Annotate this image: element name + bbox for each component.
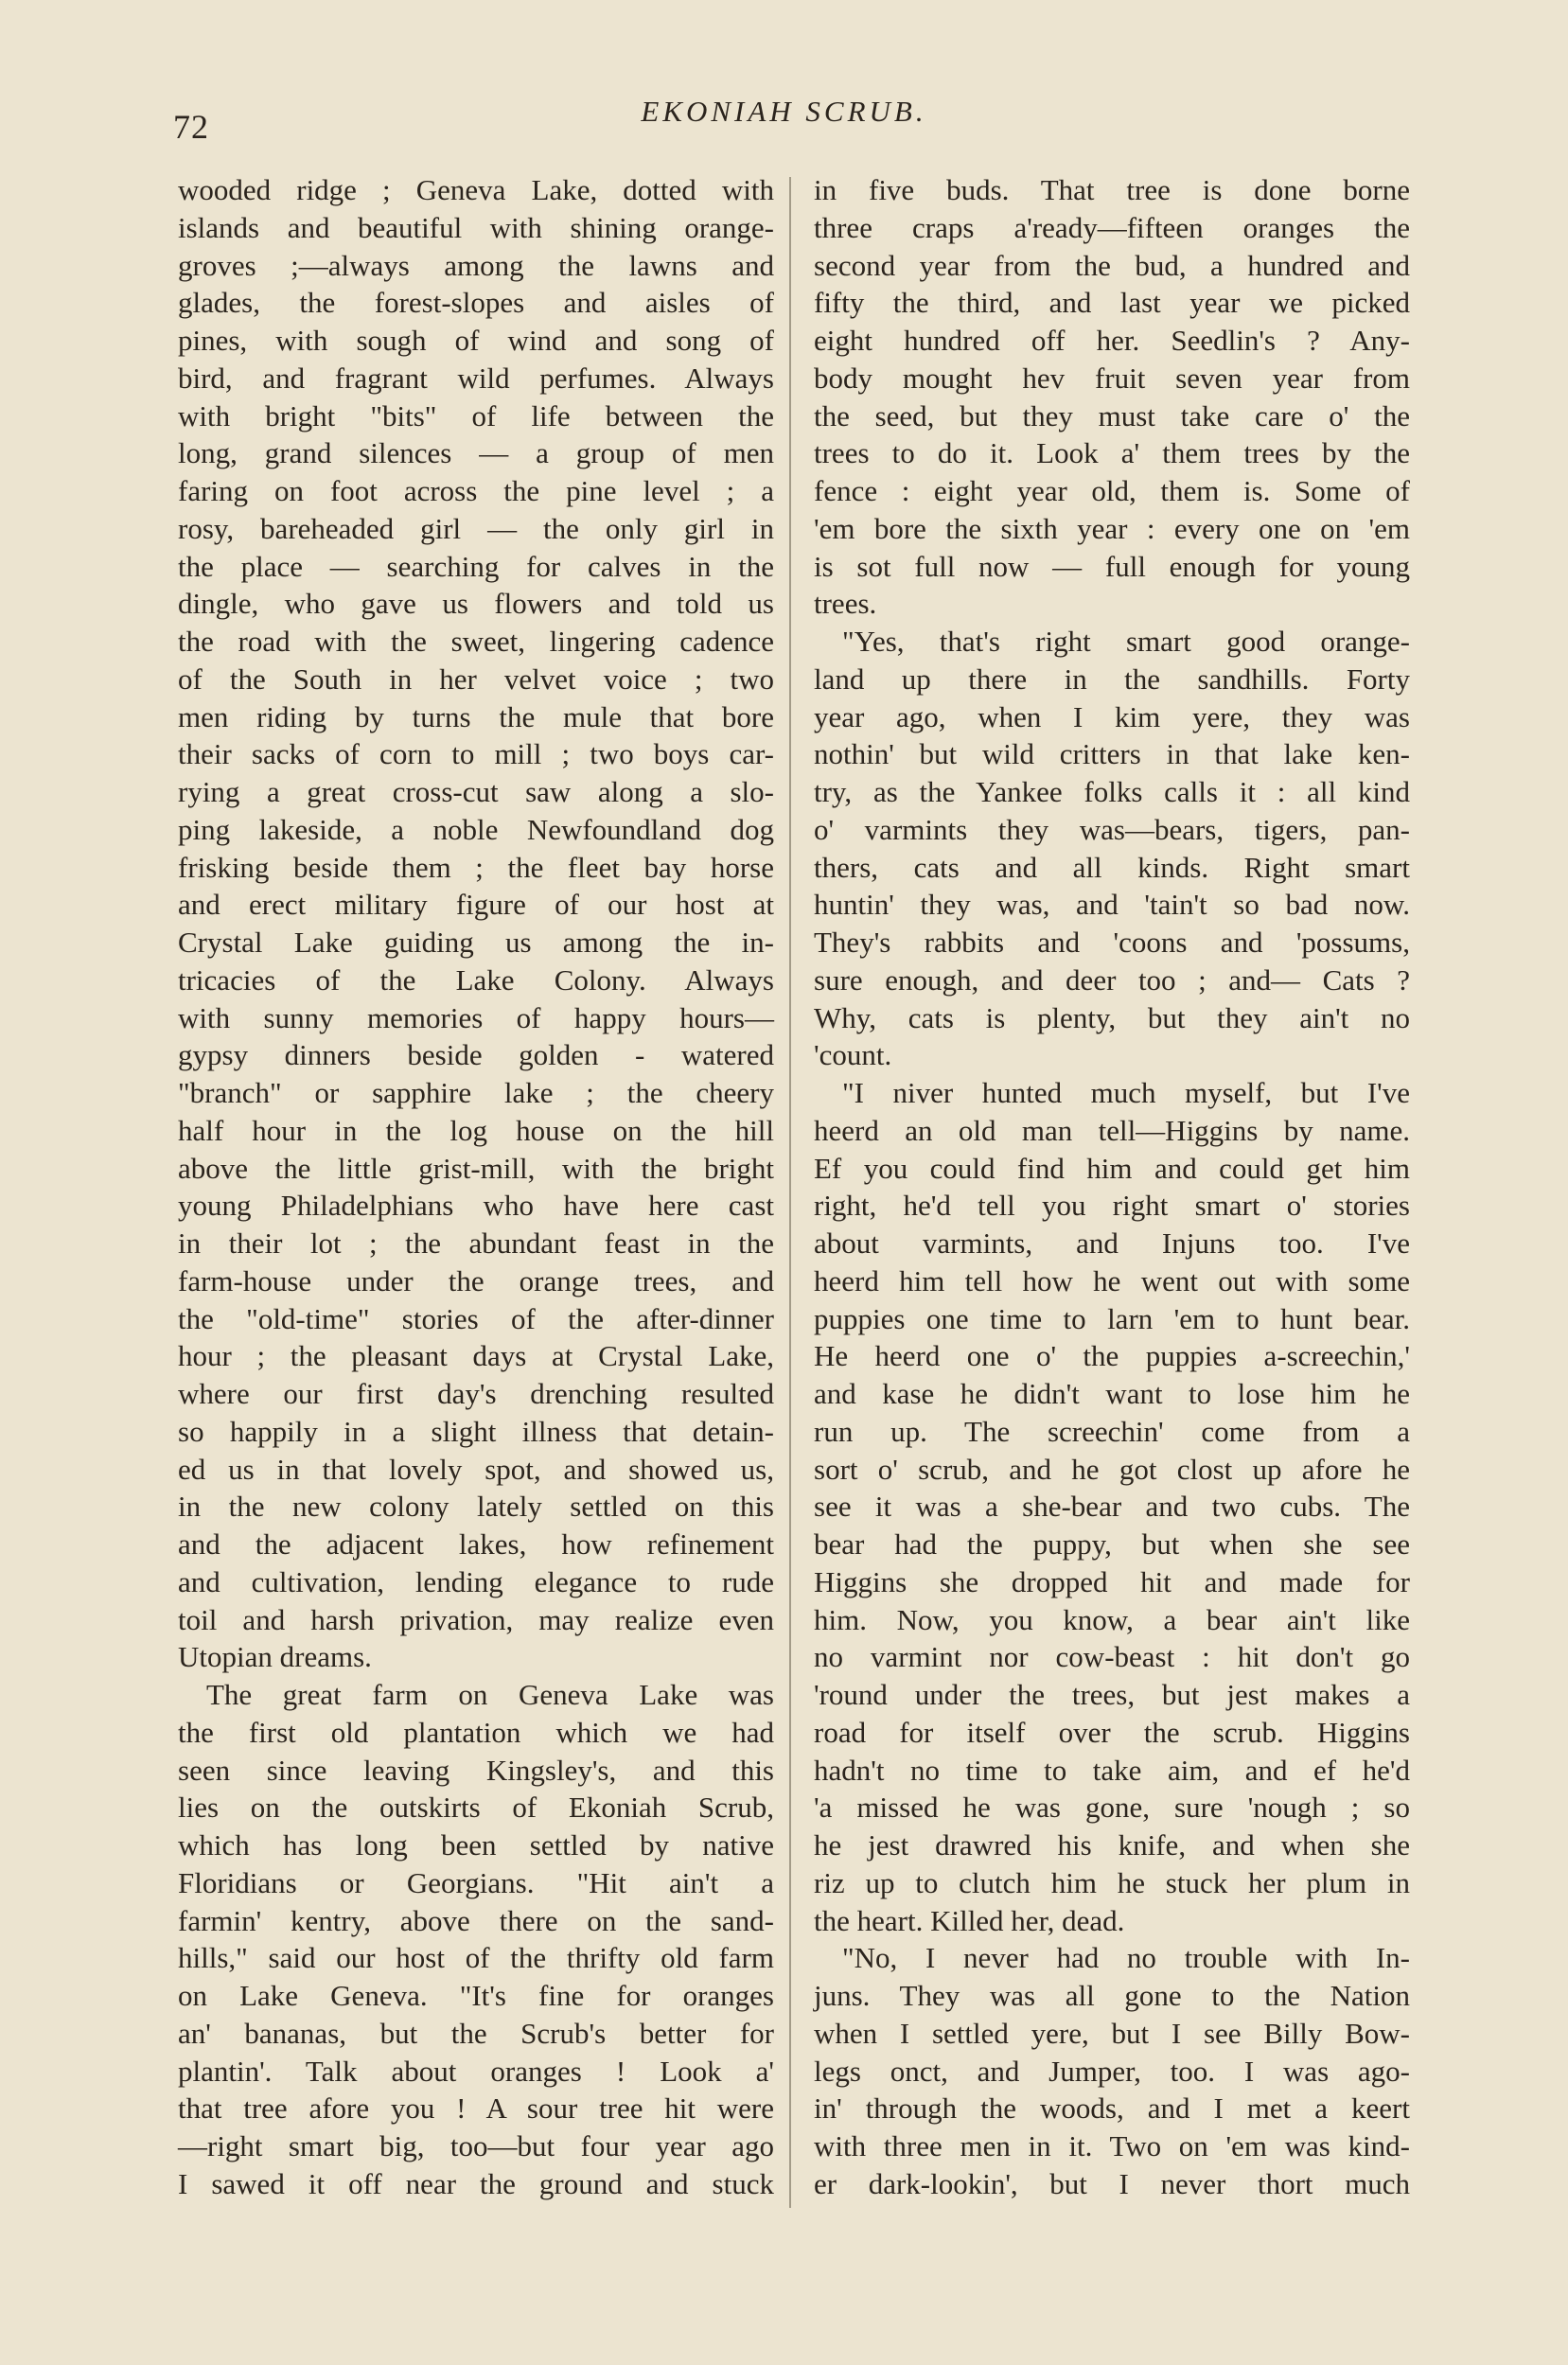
text-line: thers, cats and all kinds. Right smart: [814, 850, 1410, 884]
text-line: about varmints, and Injuns too. I've: [814, 1227, 1410, 1260]
text-line: right, he'd tell you right smart o' stories: [814, 1189, 1410, 1223]
text-line: body mought hev fruit seven year from: [814, 361, 1410, 395]
text-line: see it was a she-bear and two cubs. The: [814, 1490, 1410, 1524]
text-line: long, grand silences — a group of men: [178, 436, 774, 470]
text-line: in their lot ; the abundant feast in the: [178, 1227, 774, 1260]
text-line: which has long been settled by native: [178, 1828, 774, 1862]
text-line: groves ;—always among the lawns and: [178, 248, 774, 282]
text-line: riz up to clutch him he stuck her plum in: [814, 1865, 1410, 1899]
text-line: glades, the forest-slopes and aisles of: [178, 286, 774, 320]
text-line: fence : eight year old, them is. Some of: [814, 474, 1410, 507]
text-line: road for itself over the scrub. Higgins: [814, 1715, 1410, 1749]
text-line: sort o' scrub, and he got clost up afore he: [814, 1452, 1410, 1486]
text-line: the seed, but they must take care o' the: [814, 398, 1410, 432]
text-line: 'round under the trees, but jest makes a: [814, 1678, 1410, 1711]
text-line: and the adjacent lakes, how refinement: [178, 1527, 774, 1561]
text-line: The great farm on Geneva Lake was: [206, 1678, 774, 1711]
text-line: 'a missed he was gone, sure 'nough ; so: [814, 1791, 1410, 1825]
left-column: [178, 171, 774, 2203]
text-line: dingle, who gave us flowers and told us: [178, 587, 774, 621]
text-line: where our first day's drenching resulted: [178, 1377, 774, 1410]
text-line: of the South in her velvet voice ; two: [178, 662, 774, 696]
right-column: [814, 171, 1410, 2203]
text-line: ping lakeside, a noble Newfoundland dog: [178, 812, 774, 846]
text-line: legs onct, and Jumper, too. I was ago-: [814, 2054, 1410, 2088]
text-line: sure enough, and deer too ; and— Cats ?: [814, 962, 1410, 997]
text-line: puppies one time to larn 'em to hunt bear.: [814, 1301, 1410, 1335]
text-line: hour ; the pleasant days at Crystal Lake,: [178, 1339, 774, 1373]
text-line: second year from the bud, a hundred and: [814, 248, 1410, 282]
text-line: They's rabbits and 'coons and 'possums,: [814, 926, 1410, 959]
text-line: and kase he didn't want to lose him he: [814, 1377, 1410, 1410]
text-line: the heart. Killed her, dead.: [814, 1903, 1125, 1937]
text-line: o' varmints they was—bears, tigers, pan-: [814, 812, 1410, 846]
text-line: eight hundred off her. Seedlin's ? Any-: [814, 324, 1410, 357]
text-line: Utopian dreams.: [178, 1640, 372, 1674]
text-line: faring on foot across the pine level ; a: [178, 474, 774, 507]
text-line: rying a great cross-cut saw along a slo-: [178, 775, 774, 808]
text-line: young Philadelphians who have here cast: [178, 1189, 774, 1223]
text-line: heerd an old man tell—Higgins by name.: [814, 1113, 1410, 1147]
text-line: trees to do it. Look a' them trees by the: [814, 436, 1410, 470]
text-line: men riding by turns the mule that bore: [178, 699, 774, 733]
text-line: ed us in that lovely spot, and showed us,: [178, 1452, 774, 1486]
text-line: farm-house under the orange trees, and: [178, 1263, 774, 1297]
text-line: and cultivation, lending elegance to rude: [178, 1564, 774, 1598]
text-line: frisking beside them ; the fleet bay horse: [178, 850, 774, 884]
text-line: in the new colony lately settled on this: [178, 1490, 774, 1524]
text-line: fifty the third, and last year we picked: [814, 286, 1410, 320]
text-line: that tree afore you ! A sour tree hit were: [178, 2091, 774, 2126]
text-line: —right smart big, too—but four year ago: [178, 2129, 774, 2162]
text-line: "Yes, that's right smart good orange-: [842, 625, 1410, 658]
running-head: EKONIAH SCRUB.: [641, 95, 927, 128]
text-line: I sawed it off near the ground and stuck: [178, 2166, 774, 2200]
text-line: no varmint nor cow-beast : hit don't go: [814, 1640, 1410, 1674]
text-line: with bright "bits" of life between the: [178, 398, 774, 432]
text-line: huntin' they was, and 'tain't so bad now.: [814, 888, 1410, 922]
text-line: er dark-lookin', but I never thort much: [814, 2166, 1410, 2200]
text-line: him. Now, you know, a bear ain't like: [814, 1602, 1410, 1636]
text-line: Why, cats is plenty, but they ain't no: [814, 1000, 1410, 1034]
text-line: bear had the puppy, but when she see: [814, 1527, 1410, 1561]
text-line: so happily in a slight illness that detain-: [178, 1414, 774, 1448]
text-line: lies on the outskirts of Ekoniah Scrub,: [178, 1791, 774, 1825]
text-line: Higgins she dropped hit and made for: [814, 1564, 1410, 1598]
text-line: an' bananas, but the Scrub's better for: [178, 2016, 774, 2050]
text-line: with three men in it. Two on 'em was kind-: [814, 2129, 1410, 2162]
text-line: the "old-time" stories of the after-dinner: [178, 1301, 774, 1335]
text-line: hadn't no time to take aim, and ef he'd: [814, 1753, 1410, 1787]
text-line: their sacks of corn to mill ; two boys car-: [178, 737, 774, 771]
text-line: three craps a'ready—fifteen oranges the: [814, 210, 1410, 244]
text-line: heerd him tell how he went out with some: [814, 1263, 1410, 1297]
text-line: and erect military figure of our host at: [178, 888, 774, 922]
text-line: He heerd one o' the puppies a-screechin,': [814, 1339, 1410, 1373]
text-line: Crystal Lake guiding us among the in-: [178, 926, 774, 959]
text-line: juns. They was all gone to the Nation: [814, 1979, 1410, 2012]
text-line: 'em bore the sixth year : every one on 'em: [814, 511, 1410, 545]
text-line: he jest drawred his knife, and when she: [814, 1828, 1410, 1862]
text-line: gypsy dinners beside golden - watered: [178, 1038, 774, 1072]
text-line: is sot full now — full enough for young: [814, 549, 1410, 583]
text-line: 'count.: [814, 1038, 892, 1072]
text-line: "No, I never had no trouble with In-: [842, 1941, 1410, 1975]
text-line: toil and harsh privation, may realize even: [178, 1602, 774, 1636]
text-line: year ago, when I kim yere, they was: [814, 699, 1410, 733]
text-line: above the little grist-mill, with the bright: [178, 1151, 774, 1185]
text-line: "I niver hunted much myself, but I've: [842, 1076, 1410, 1109]
text-line: "branch" or sapphire lake ; the cheery: [178, 1076, 774, 1109]
text-line: plantin'. Talk about oranges ! Look a': [178, 2054, 774, 2088]
text-line: trees.: [814, 587, 877, 621]
page-number: 72: [173, 108, 209, 146]
text-line: farmin' kentry, above there on the sand-: [178, 1903, 774, 1937]
text-line: in' through the woods, and I met a keert: [814, 2091, 1410, 2126]
text-line: Ef you could find him and could get him: [814, 1151, 1410, 1185]
text-line: seen since leaving Kingsley's, and this: [178, 1753, 774, 1787]
text-line: islands and beautiful with shining orange-: [178, 210, 774, 244]
text-line: wooded ridge ; Geneva Lake, dotted with: [178, 173, 774, 206]
text-line: the first old plantation which we had: [178, 1715, 774, 1749]
text-line: the place — searching for calves in the: [178, 549, 774, 583]
text-line: pines, with sough of wind and song of: [178, 324, 774, 357]
text-line: the road with the sweet, lingering cadence: [178, 625, 774, 658]
text-line: on Lake Geneva. "It's fine for oranges: [178, 1979, 774, 2012]
text-line: try, as the Yankee folks calls it : all kind: [814, 775, 1410, 808]
text-line: rosy, bareheaded girl — the only girl in: [178, 511, 774, 545]
column-rule: [789, 177, 791, 2208]
text-line: tricacies of the Lake Colony. Always: [178, 962, 774, 997]
text-line: run up. The screechin' come from a: [814, 1414, 1410, 1448]
text-line: in five buds. That tree is done borne: [814, 173, 1410, 206]
text-line: with sunny memories of happy hours—: [178, 1000, 774, 1034]
text-line: nothin' but wild critters in that lake ken-: [814, 737, 1410, 771]
text-line: bird, and fragrant wild perfumes. Always: [178, 361, 774, 395]
text-line: when I settled yere, but I see Billy Bow-: [814, 2016, 1410, 2050]
text-line: hills," said our host of the thrifty old farm: [178, 1941, 774, 1975]
text-line: half hour in the log house on the hill: [178, 1113, 774, 1147]
text-line: land up there in the sandhills. Forty: [814, 662, 1410, 696]
text-line: Floridians or Georgians. "Hit ain't a: [178, 1865, 774, 1899]
